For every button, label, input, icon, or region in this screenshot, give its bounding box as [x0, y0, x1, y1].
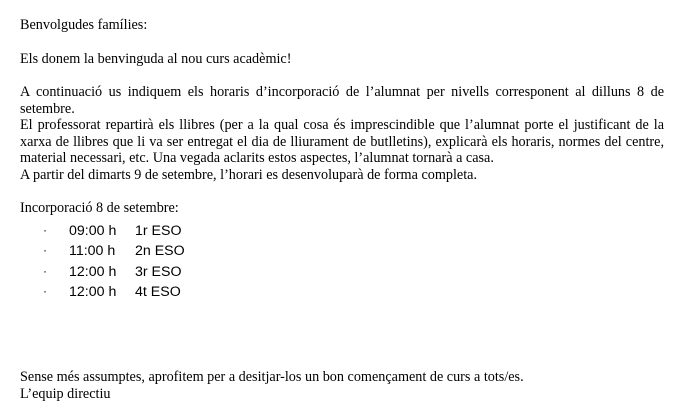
schedule-time: 11:00 h [69, 243, 116, 259]
bullet-icon: · [43, 222, 47, 237]
blank-line [20, 34, 664, 51]
bullet-icon: · [43, 263, 47, 278]
blank-line [20, 183, 664, 200]
greeting: Benvolgudes famílies: [20, 17, 148, 33]
blank-line [20, 67, 664, 84]
schedule-level: 4t ESO [135, 284, 181, 300]
schedule-item [20, 241, 664, 262]
schedule-level: 1r ESO [135, 222, 182, 239]
schedule-time: 12:00 h [69, 284, 117, 300]
closing-section [20, 369, 664, 402]
schedule-item [20, 262, 664, 283]
schedule-item [20, 221, 664, 242]
closing-text: Sense més assumptes, aprofitem per a desitjar-los un bon començament de curs a tots/es. [20, 369, 524, 385]
schedule-level: 2n ESO [135, 243, 185, 259]
tuesday-paragraph: A partir del dimarts 9 de setembre, l’horari es desenvoluparà de forma completa. [20, 166, 477, 183]
schedule-item [20, 282, 664, 303]
signature: L’equip directiu [20, 385, 111, 402]
letter-document [20, 17, 664, 303]
intro-paragraph: A continuació us indiquem els horaris d’incorporació de l’alumnat per nivells corresponent al dilluns 8 de setembre. [20, 84, 664, 117]
schedule-list [20, 221, 664, 303]
schedule-title: Incorporació 8 de setembre: [20, 200, 179, 216]
welcome-text: Els donem la benvinguda al nou curs acadèmic! [20, 50, 292, 67]
schedule-level: 3r ESO [135, 263, 182, 280]
books-paragraph: El professorat repartirà els llibres (per a la qual cosa és imprescindible que l’alumnat porte el justificant de la xarxa de llibres que li va ser entregat el dia de lliurament de butlletins), explicarà els horaris, normes del centre, material necessari, etc. Una vegada aclarits estos aspectes, l’alumnat tornarà a casa. [20, 117, 664, 166]
schedule-time: 09:00 h [69, 222, 117, 239]
bullet-icon: · [43, 243, 47, 257]
schedule-time: 12:00 h [69, 263, 117, 280]
bullet-icon: · [43, 284, 47, 298]
